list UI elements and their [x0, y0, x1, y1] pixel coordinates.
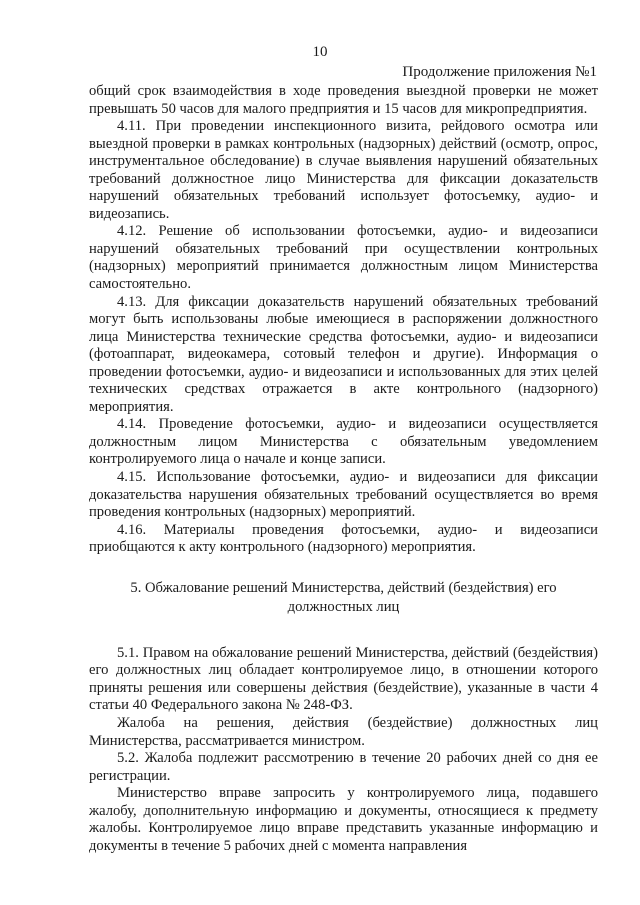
- section-5-heading: [89, 579, 598, 618]
- paragraph-continuation: общий срок взаимодействия в ходе проведения выездной проверки не может превышать 50 часов для малого предприятия и 15 часов для микропредприятия.: [89, 83, 598, 117]
- section-heading-line-2: должностных лиц: [287, 599, 400, 616]
- page-number: 10: [312, 44, 328, 60]
- appendix-continuation-note: Продолжение приложения №1: [402, 64, 597, 80]
- paragraph-5-2: 5.2. Жалоба подлежит рассмотрению в течение 20 рабочих дней со дня ее регистрации.: [89, 750, 598, 784]
- paragraph-4-14: 4.14. Проведение фотосъемки, аудио- и видеозаписи осуществляется должностным лицом Министерства с обязательным уведомлением контролируемого лица о начале и конце записи.: [89, 416, 598, 468]
- section-heading-line-1: 5. Обжалование решений Министерства, действий (бездействия) его: [130, 579, 557, 596]
- paragraph-4-16: 4.16. Материалы проведения фотосъемки, аудио- и видеозаписи приобщаются к акту контрольного (надзорного) мероприятия.: [89, 521, 598, 556]
- paragraph-5-1: 5.1. Правом на обжалование решений Министерства, действий (бездействия) его должностных лиц обладает контролируемое лицо, в отношении которого приняты решения или совершены действия (бездействие), указанные в части 4 статьи 40 Федерального закона № 248-ФЗ.: [89, 644, 598, 714]
- paragraph-4-13: 4.13. Для фиксации доказательств нарушений обязательных требований могут быть использованы любые имеющиеся в распоряжении должностного лица Министерства технические средства фотосъемки, аудио- и видеозаписи (фотоаппарат, видеокамера, сотовый телефон и другие). Информация о проведении фотосъемки, аудио- и видеозаписи и использованных для этих целей технических средствах отражается в акте контрольного (надзорного) мероприятия.: [89, 293, 598, 415]
- paragraph-complaint-review: Жалоба на решения, действия (бездействие) должностных лиц Министерства, рассматривается министром.: [89, 714, 598, 749]
- paragraph-4-15: 4.15. Использование фотосъемки, аудио- и видеозаписи для фиксации доказательства нарушения обязательных требований осуществляется во время проведения контрольных (надзорных) мероприятий.: [89, 469, 598, 521]
- paragraph-4-12: 4.12. Решение об использовании фотосъемки, аудио- и видеозаписи нарушений обязательных требований при осуществлении контрольных (надзорных) мероприятий принимается должностным лицом Министерства самостоятельно.: [89, 223, 598, 293]
- paragraph-4-11: 4.11. При проведении инспекционного визита, рейдового осмотра или выездной проверки в рамках контрольных (надзорных) действий (осмотр, опрос, инструментальное обследование) в случае выявления нарушений обязательных требований должностное лицо Министерства для фиксации доказательств нарушений обязательных требований использует фотосъемку, аудио- и видеозапись.: [89, 118, 598, 222]
- document-body: [89, 83, 598, 855]
- paragraph-additional-info: Министерство вправе запросить у контролируемого лица, подавшего жалобу, дополнительную информацию и документы, относящиеся к предмету жалобы. Контролируемое лицо вправе представить указанные информацию и документы в течение 5 рабочих дней с момента направления: [89, 785, 598, 854]
